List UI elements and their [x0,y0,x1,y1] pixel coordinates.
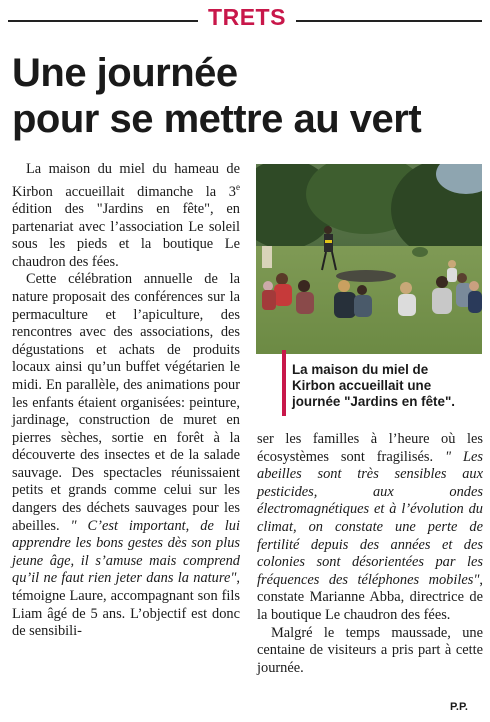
article-column-1 [12,161,240,641]
marianne-attribution: , constate Marianne Abba, directrice de la boutique Le chaudron des fées. [257,571,483,623]
headline-line-1: Une journée [12,51,238,95]
paragraph-ecosystems [257,431,483,625]
article-photo [256,164,482,354]
quote-laure: " C’est important, de lui apprendre les bons gestes dès son plus jeune âge, il s’amuse mais comprend qu’il ne faut rien jeter dans la nature" [12,517,240,587]
photo-garden-scene [256,164,482,354]
laure-attribution: , témoigne Laure, accompagnant son fils Liam âgé de 5 ans. L’objectif est donc de sensibili- [12,570,240,640]
section-rubric [0,4,490,34]
caption-line-3: journée "Jardins en fête". [292,394,456,409]
paragraph-intro [12,161,240,271]
caption-line-1: La maison du miel de [292,362,429,377]
article-column-2 [257,431,483,677]
photo-caption [292,362,484,410]
paragraph-closing [257,625,483,678]
intro-superscript: e [236,181,240,192]
celebration-text: Cette célébration annuelle de la nature proposait des conférences sur la permaculture et l’apiculture, des rencontres avec des associations, des dégustations et achats de produits locaux ainsi qu’un buffet végétarien le midi. En parallèle, des animations pour les enfants étaient organisées: peinture, jardinage, construction de muret en pierres sèches, sortie en forêt à la découverte des insectes et de la salade sauvage. Des spectacles réunissaient petits et grands comme celui sur les dangers des déchets sauvages pour les abeilles. [12,271,240,534]
caption-accent-bar [282,350,286,416]
rubric-rule-right [296,20,482,22]
headline-line-2: pour se mettre au vert [12,97,422,141]
headline [12,50,482,142]
intro-text-a: La maison du miel du hameau de Kirbon accueillait dimanche la 3 [12,161,240,200]
author-signature: P.P. [450,701,468,713]
caption-line-2: Kirbon accueillait une [292,378,432,393]
rubric-rule-left [8,20,198,22]
section-tag: TRETS [208,4,286,30]
quote-marianne: " Les abeilles sont très sensibles aux pesticides, aux ondes électromagnétiques et à l’évolution du climat, on constate une perte de fertilité depuis des années et des colonies sont désorientées par les fréquences des téléphones mobiles" [257,448,483,588]
paragraph-celebration [12,271,240,640]
intro-text-b: édition des "Jardins en fête", en partenariat avec l’association Le soleil sous les pieds et la boutique Le chaudron des fées. [12,200,240,270]
ecosystems-text: ser les familles à l’heure où les écosystèmes sont fragilisés. [257,431,483,465]
closing-text: Malgré le temps maussade, une centaine de visiteurs a pris part à cette journée. [257,624,483,676]
